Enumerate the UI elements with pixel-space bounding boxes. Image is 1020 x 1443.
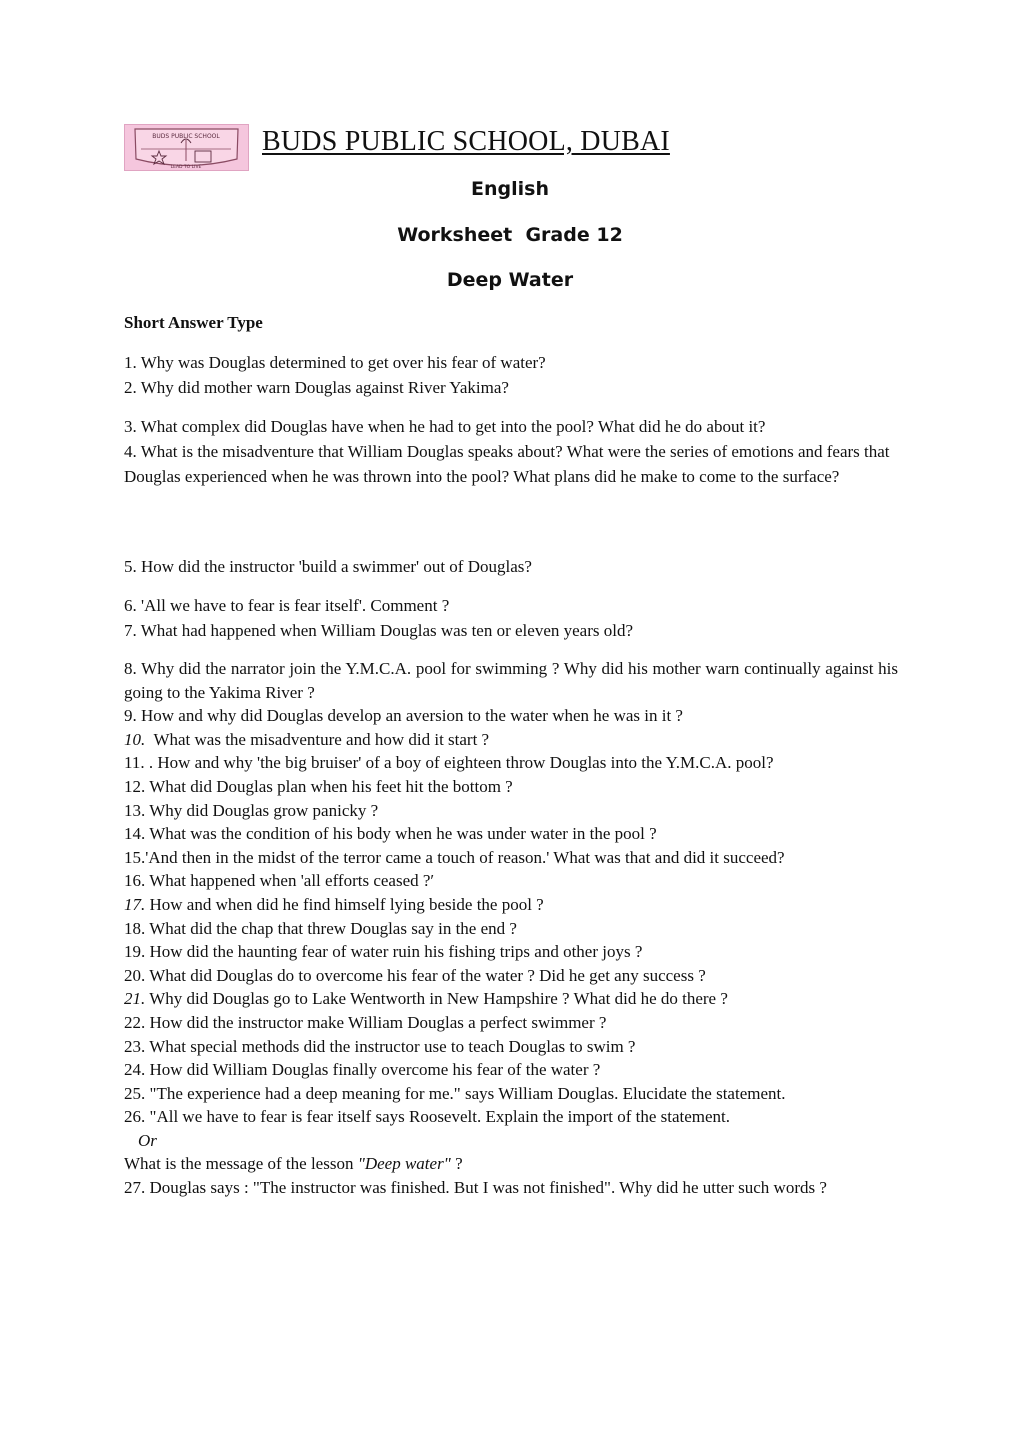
question-group-d xyxy=(124,593,898,643)
question-item: 27. Douglas says : "The instructor was finished. But I was not finished". Why did he utter such words ? xyxy=(124,1178,827,1198)
question-number: 6. xyxy=(124,596,137,615)
question-text: What did Douglas do to overcome his fear of the water ? Did he get any success ? xyxy=(145,965,706,985)
question-item xyxy=(124,1035,898,1059)
question-item xyxy=(124,439,898,489)
question-number: 10. xyxy=(124,729,146,749)
question-item xyxy=(124,917,898,941)
question-item xyxy=(124,350,898,375)
question-item xyxy=(124,846,898,870)
question-text: 'And then in the midst of the terror came a touch of reason.' What was that and did it succeed? xyxy=(145,847,785,867)
question-text: What happened when 'all efforts ceased ?′ xyxy=(145,871,435,891)
question-text: "All we have to fear is fear itself says Roosevelt. Explain the import of the statement. xyxy=(145,1107,731,1127)
question-item xyxy=(124,822,898,846)
question-text: What special methods did the instructor use to teach Douglas to swim ? xyxy=(145,1036,636,1056)
question-text: Why did Douglas grow panicky ? xyxy=(145,800,379,820)
question-text: . How and why 'the big bruiser' of a boy of eighteen throw Douglas into the Y.M.C.A. pool? xyxy=(144,753,774,773)
question-number: 18. xyxy=(124,918,146,938)
question-text: What had happened when William Douglas was ten or eleven years old? xyxy=(136,621,634,640)
question-number: 9. xyxy=(124,706,137,726)
question-text: 'All we have to fear is fear itself'. Comment ? xyxy=(136,596,450,615)
question-number: 5. xyxy=(124,557,137,576)
question-number: 3. xyxy=(124,417,137,436)
question-item xyxy=(124,1105,898,1129)
question-text: How and why did Douglas develop an aversion to the water when he was in it ? xyxy=(136,706,683,726)
question-text: How did the instructor make William Douglas a perfect swimmer ? xyxy=(145,1012,607,1032)
question-text: What was the misadventure and how did it start ? xyxy=(145,729,490,749)
subject-heading: English xyxy=(471,178,549,200)
question-item xyxy=(124,775,898,799)
question-item xyxy=(124,1058,898,1082)
question-item xyxy=(124,1082,898,1106)
question-item xyxy=(124,375,898,400)
question-text: What did the chap that threw Douglas say in the end ? xyxy=(145,918,517,938)
question-number: 12. xyxy=(124,776,146,796)
question-number: 11. xyxy=(124,753,145,773)
question-item xyxy=(124,618,898,643)
question-number: 2. xyxy=(124,378,137,397)
question-number: 26. xyxy=(124,1107,146,1127)
question-number: 14. xyxy=(124,824,146,844)
question-group-a xyxy=(124,350,898,400)
question-number: 13. xyxy=(124,800,146,820)
question-text: Why did the narrator join the Y.M.C.A. pool for swimming ? Why did his mother warn continually against his going to the Yakima River ? xyxy=(124,659,903,702)
question-group-c xyxy=(124,554,898,579)
question-number: 24. xyxy=(124,1060,146,1080)
question-text: How did the haunting fear of water ruin his fishing trips and other joys ? xyxy=(145,942,643,962)
question-number: 8. xyxy=(124,659,137,678)
worksheet-heading: Worksheet Grade 12 xyxy=(397,224,623,246)
question-text: How and when did he find himself lying beside the pool ? xyxy=(145,894,544,914)
question-number: 17. xyxy=(124,894,146,914)
question-number: 19. xyxy=(124,942,146,962)
question-number: 21. xyxy=(124,989,146,1009)
question-group-e xyxy=(124,657,903,1200)
section-title: Short Answer Type xyxy=(124,313,263,332)
question-list xyxy=(124,657,903,1129)
question-number: 20. xyxy=(124,965,146,985)
question-number: 16. xyxy=(124,871,146,891)
question-text: "The experience had a deep meaning for me." says William Douglas. Elucidate the statement. xyxy=(145,1083,786,1103)
question-number: 4. xyxy=(124,442,137,461)
question-item xyxy=(124,751,898,775)
lesson-title: Deep Water xyxy=(446,269,574,291)
question-text: What did Douglas plan when his feet hit the bottom ? xyxy=(145,776,513,796)
question-number: 1. xyxy=(124,353,137,372)
question-item xyxy=(124,554,898,579)
question-item xyxy=(124,893,898,917)
question-text: What complex did Douglas have when he had to get into the pool? What did he do about it? xyxy=(136,417,766,436)
question-number: 25. xyxy=(124,1083,146,1103)
question-item xyxy=(124,799,898,823)
logo-top-text: BUDS PUBLIC SCHOOL xyxy=(152,133,220,140)
question-item xyxy=(124,728,898,752)
question-item xyxy=(124,414,898,439)
question-text: What is the misadventure that William Douglas speaks about? What were the series of emotions and fears that Douglas experienced when he was thrown into the pool? What plans did he make to come to the surface? xyxy=(124,442,894,486)
question-item xyxy=(124,657,903,704)
question-number: 23. xyxy=(124,1036,146,1056)
question-item xyxy=(124,1011,898,1035)
question-text: How did the instructor 'build a swimmer' out of Douglas? xyxy=(136,557,532,576)
question-text: Why did mother warn Douglas against River Yakima? xyxy=(136,378,509,397)
question-item xyxy=(124,593,898,618)
question-text: What was the condition of his body when he was under water in the pool ? xyxy=(145,824,657,844)
question-group-b xyxy=(124,414,898,489)
question-item xyxy=(124,940,898,964)
logo-motto-text: LEAD TO LIVE xyxy=(170,165,202,170)
school-name: BUDS PUBLIC SCHOOL, DUBAI xyxy=(262,126,670,157)
question-text: Why did Douglas go to Lake Wentworth in New Hampshire ? What did he do there ? xyxy=(145,989,728,1009)
question-number: 22. xyxy=(124,1012,146,1032)
question-item xyxy=(124,964,898,988)
question-number: 15. xyxy=(124,847,146,867)
question-item xyxy=(124,987,898,1011)
question-item xyxy=(124,869,898,893)
question-number: 7. xyxy=(124,621,137,640)
alt-question: What is the message of the lesson "Deep water" ? xyxy=(124,1154,463,1174)
question-text: Why was Douglas determined to get over his fear of water? xyxy=(136,353,546,372)
question-item xyxy=(124,704,898,728)
or-divider: Or xyxy=(138,1130,157,1150)
school-crest-icon xyxy=(124,124,249,171)
question-text: How did William Douglas finally overcome his fear of the water ? xyxy=(145,1060,601,1080)
